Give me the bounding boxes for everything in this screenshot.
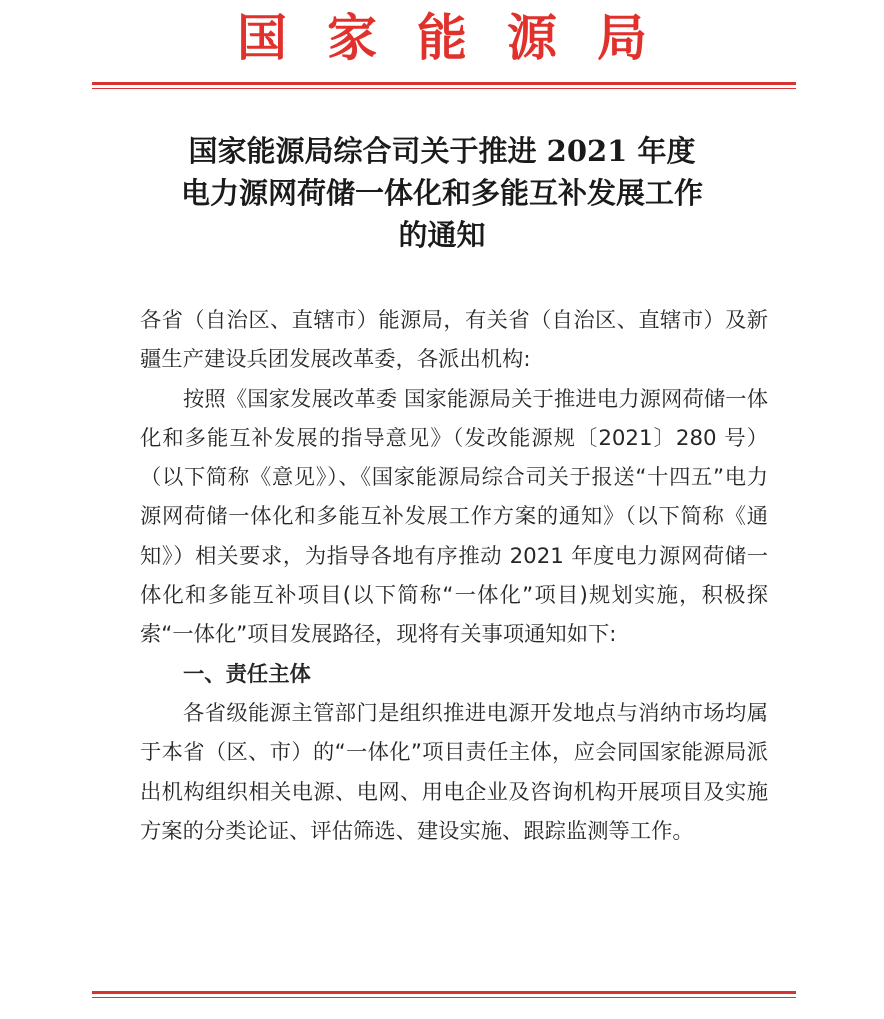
section-body: 各省级能源主管部门是组织推进电源开发地点与消纳市场均属于本省（区、市）的“一体化”项目责任主体，应会同国家能源局派出机构组织相关电源、电网、用电企业及咨询机构开展项目及实施方案的分类论证、评估筛选、建设实施、跟踪监测等工作。 bbox=[140, 700, 768, 844]
letterhead-title: 国家能源局 bbox=[237, 8, 687, 67]
footer-rule-thick bbox=[92, 991, 796, 994]
document-title-line-1: 国家能源局综合司关于推进 2021 年度 bbox=[188, 134, 696, 168]
document-title bbox=[0, 130, 884, 256]
letterhead-rule-thick bbox=[92, 82, 796, 85]
document-body bbox=[140, 301, 768, 851]
letterhead-rule-thin bbox=[92, 88, 796, 89]
document-title-line-2: 电力源网荷储一体化和多能互补发展工作 bbox=[180, 176, 703, 210]
document-title-line-3: 的通知 bbox=[398, 218, 486, 252]
section-heading: 一、责任主体 bbox=[183, 661, 311, 687]
footer-rule-thin bbox=[92, 997, 796, 998]
paragraph-intro: 按照《国家发展改革委 国家能源局关于推进电力源网荷储一体化和多能互补发展的指导意见》（发改能源规〔2021〕280 号）（以下简称《意见》）、《国家能源局综合司关于报送“十四五”电力源网荷储一体化和多能互补发展工作方案的通知》（以下简称《通知》）相关要求，为指导各地有序推动 2021 年度电力源网荷储一体化和多能互补项目(以下简称“一体化”项目)规划实施，积极探索“一体化”项目发展路径，现将有关事项通知如下: bbox=[140, 386, 768, 648]
addressee: 各省（自治区、直辖市）能源局，有关省（自治区、直辖市）及新疆生产建设兵团发展改革委，各派出机构: bbox=[140, 308, 768, 373]
